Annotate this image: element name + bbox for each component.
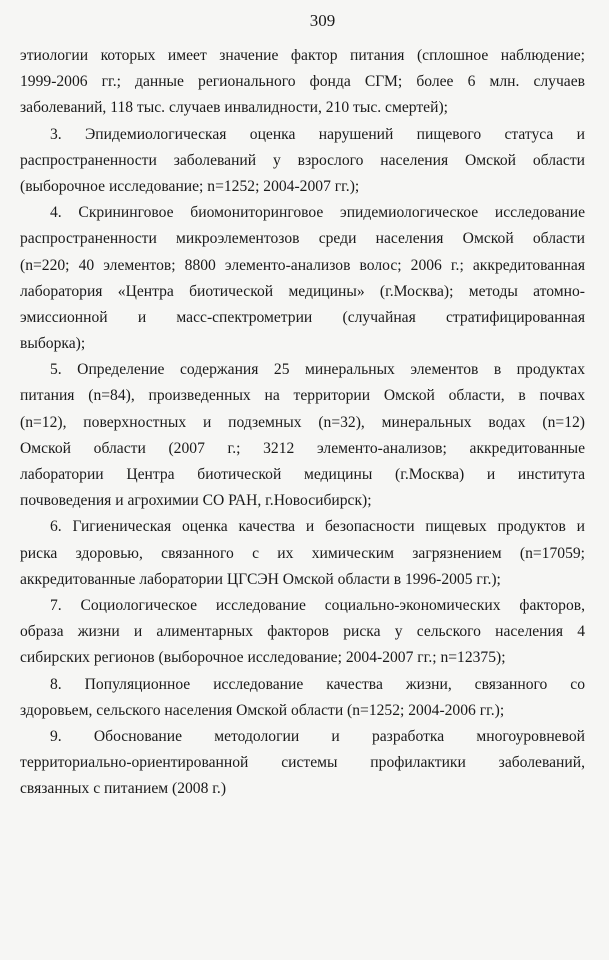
paragraph [20, 43, 585, 122]
paragraph [20, 122, 585, 201]
paragraph [20, 200, 585, 357]
text-line: сибирских регионов (выборочное исследование; 2004-2007 гг.; n=12375); [20, 649, 506, 667]
text-line: распространенности микроэлементозов среди населения Омской области [20, 230, 585, 248]
paragraph [20, 357, 585, 514]
text-line: питания (n=84), произведенных на территории Омской области, в почвах [20, 387, 585, 405]
text-line: выборка); [20, 335, 86, 353]
text-line: (n=220; 40 элементов; 8800 элементо-анализов волос; 2006 г.; аккредитованная [20, 256, 585, 274]
paragraph [20, 724, 585, 803]
text-line: 9. Обоснование методологии и разработка многоуровневой [50, 727, 585, 745]
text-line: эмиссионной и масс-спектрометрии (случайная стратифицированная [20, 308, 585, 326]
text-line: 8. Популяционное исследование качества жизни, связанного со [50, 675, 585, 693]
text-line: лаборатории Центра биотической медицины (г.Москва) и института [20, 466, 585, 483]
text-line: территориально-ориентированной системы профилактики заболеваний, [20, 754, 585, 772]
text-line: здоровьем, сельского населения Омской области (n=1252; 2004-2006 гг.); [20, 701, 505, 719]
text-line: 6. Гигиеническая оценка качества и безопасности пищевых продуктов и [50, 518, 585, 536]
text-line: заболеваний, 118 тыс. случаев инвалидности, 210 тыс. смертей); [20, 99, 448, 117]
text-line: 7. Социологическое исследование социально-экономических факторов, [50, 596, 585, 614]
text-line: аккредитованные лаборатории ЦГСЭН Омской области в 1996-2005 гг.); [20, 570, 501, 588]
text-line: распространенности заболеваний у взрослого населения Омской области [20, 151, 585, 169]
text-line: 3. Эпидемиологическая оценка нарушений пищевого статуса и [50, 125, 585, 143]
text-line: образа жизни и алиментарных факторов риска у сельского населения 4 [20, 623, 585, 641]
text-line: 5. Определение содержания 25 минеральных элементов в продуктах [50, 361, 585, 379]
paragraph [20, 672, 585, 724]
text-line: Омской области (2007 г.; 3212 элементо-анализов; аккредитованные [20, 439, 585, 457]
text-line: 4. Скрининговое биомониторинговое эпидемиологическое исследование [50, 204, 585, 222]
body-text [20, 43, 585, 802]
page-number: 309 [309, 11, 336, 30]
paragraph [20, 593, 585, 672]
paragraph [20, 514, 585, 593]
text-line: лаборатория «Центра биотической медицины» (г.Москва); методы атомно- [20, 282, 585, 300]
text-line: почвоведения и агрохимии СО РАН, г.Новосибирск); [20, 492, 372, 510]
text-line: риска здоровью, связанного с их химическим загрязнением (n=17059; [20, 544, 585, 562]
text-line: 1999-2006 гг.; данные регионального фонда СГМ; более 6 млн. случаев [20, 73, 585, 91]
text-line: (n=12), поверхностных и подземных (n=32), минеральных водах (n=12) [20, 413, 585, 431]
text-line: (выборочное исследование; n=1252; 2004-2007 гг.); [20, 177, 360, 195]
text-line: связанных с питанием (2008 г.) [20, 780, 227, 798]
text-line: этиологии которых имеет значение фактор питания (сплошное наблюдение; [20, 47, 585, 64]
